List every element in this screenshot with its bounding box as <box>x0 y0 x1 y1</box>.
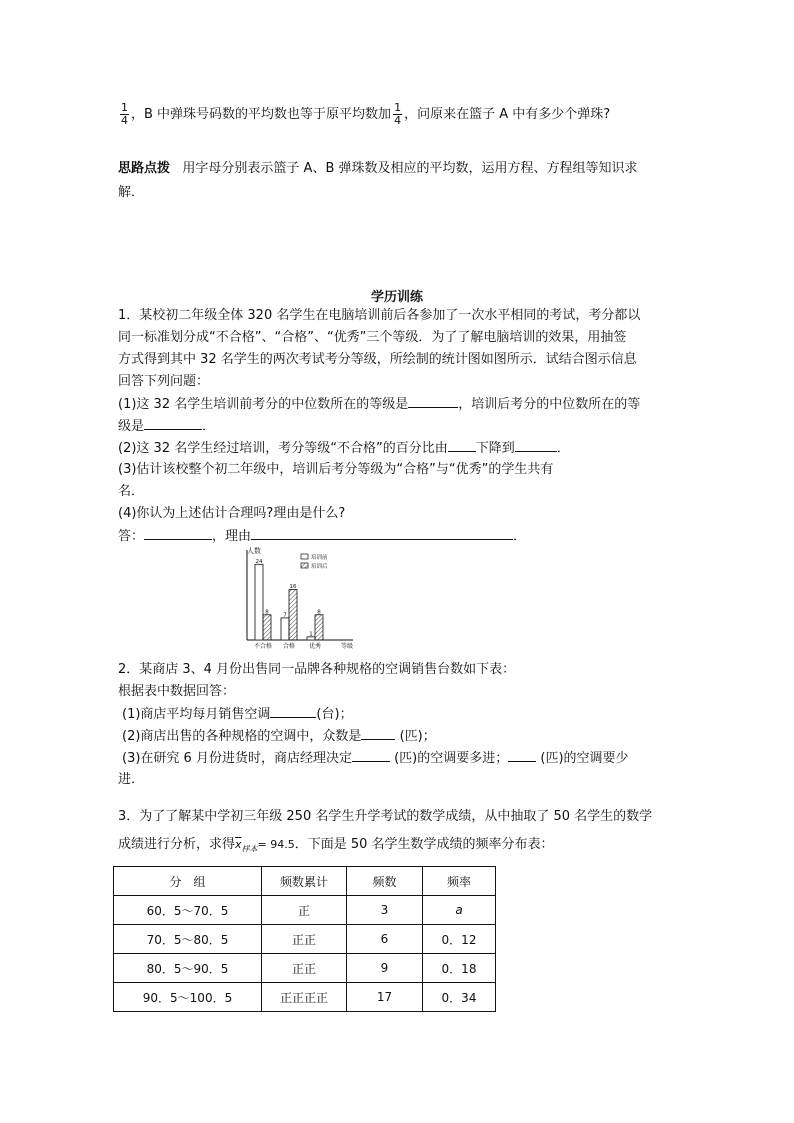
data-label: 24 <box>255 558 263 565</box>
table-row <box>114 983 496 1012</box>
data-label: 8 <box>265 609 269 616</box>
top-line-mid: ，B 中弹珠号码数的平均数也等于原平均数加 <box>131 107 392 122</box>
top-line <box>118 102 610 127</box>
table-row <box>114 896 496 925</box>
x-bar: $\overline{x}$ <box>235 838 242 851</box>
answer-blank[interactable] <box>448 439 476 452</box>
answer-blank[interactable] <box>408 395 458 408</box>
x-tick-label: 合格 <box>282 643 296 650</box>
table-header: 分 组 <box>114 867 262 896</box>
table-cell: 80．5～90．5 <box>114 954 262 983</box>
table-header: 频数 <box>347 867 423 896</box>
answer-blank[interactable] <box>361 727 395 740</box>
table-cell: 90．5～100．5 <box>114 983 262 1012</box>
fraction-one-quarter-2: $\frac{1}{4}$ <box>394 101 402 127</box>
q1-line-2: 同一标准划分成“不合格”、“合格”、“优秀”三个等级．为了了解电脑培训的效果，用抽签 <box>118 330 627 345</box>
q2-part-3: (3)在研究 6 月份进货时，商店经理决定 (匹)的空调要多进； (匹)的空调要少 <box>122 751 629 766</box>
fraction-one-quarter: $\frac{1}{4}$ <box>121 101 128 127</box>
table-cell: 17 <box>347 983 423 1012</box>
table-cell: 0．12 <box>423 925 496 954</box>
table-cell: 9 <box>347 954 423 983</box>
hint-text-1: 用字母分别表示篮子 A、B 弹珠数及相应的平均数，运用方程、方程组等知识求 <box>182 161 638 176</box>
table-header: 频数累计 <box>262 867 347 896</box>
q3-line-2: 成绩进行分析，求得$\overline{x}_{样本}= 94.5$．下面是 50 名学生数学成绩的频率分布表： <box>118 837 554 854</box>
data-label: 1 <box>309 631 313 638</box>
q1-line-3: 方式得到其中 32 名学生的两次考试考分等级，所绘制的统计图如图所示．试结合图示信息 <box>118 352 637 367</box>
q1-part-3-cont: 名． <box>118 484 145 499</box>
table-header: 频率 <box>423 867 496 896</box>
q2-part-2: (2)商店出售的各种规格的空调中，众数是 (匹)； <box>122 729 436 744</box>
answer-blank[interactable] <box>270 705 316 718</box>
answer-blank[interactable] <box>515 439 557 452</box>
table-cell: 60．5～70．5 <box>114 896 262 925</box>
q1-part-3: (3)估计该校整个初二年级中，培训后考分等级为“合格”与“优秀”的学生共有 <box>118 462 554 477</box>
q3-line-1: 3．为了了解某中学初三年级 250 名学生升学考试的数学成绩，从中抽取了 50 名学生的数学 <box>118 809 653 824</box>
hint-line-2: 解． <box>118 185 145 200</box>
data-label: 16 <box>289 584 297 591</box>
table-cell: 0．34 <box>423 983 496 1012</box>
x-bar-subscript: 样本 <box>241 844 258 854</box>
x-axis-label: 等级 <box>340 643 354 650</box>
bar-before <box>255 564 263 640</box>
y-axis-label: 人数 <box>247 547 261 555</box>
table-cell: 6 <box>347 925 423 954</box>
table-cell: 正 <box>262 896 347 925</box>
q1-line-4: 回答下列问题： <box>118 374 210 389</box>
q1-part-2: (2)这 32 名学生经过培训，考分等级“不合格”的百分比由 下降到 ． <box>118 441 570 456</box>
data-label: 7 <box>283 612 287 619</box>
table-cell: 正正正正 <box>262 983 347 1012</box>
bar-after <box>315 615 323 640</box>
table-row <box>114 925 496 954</box>
legend-swatch <box>301 563 308 568</box>
table-row <box>114 954 496 983</box>
q2-part-3-cont: 进． <box>118 772 145 787</box>
data-label: 8 <box>317 609 321 616</box>
bar-before <box>281 618 289 640</box>
table-cell: a <box>423 896 496 925</box>
answer-blank[interactable] <box>508 749 536 762</box>
x-tick-label: 优秀 <box>308 643 322 650</box>
q1-part-1: (1)这 32 名学生培训前考分的中位数所在的等级是 ，培训后考分的中位数所在的等 <box>118 397 641 412</box>
hint-line-1 <box>118 160 638 178</box>
answer-blank[interactable] <box>144 527 212 540</box>
answer-blank[interactable] <box>251 527 513 540</box>
q1-answer: 答： ，理由 ． <box>118 529 527 544</box>
table-cell: 70．5～80．5 <box>114 925 262 954</box>
frequency-table <box>113 866 496 1012</box>
legend-label: 培训后 <box>311 564 328 570</box>
q1-line-1: 1．某校初二年级全体 320 名学生在电脑培训前后各参加了一次水平相同的考试，考分都以 <box>118 308 641 323</box>
q1-part-4: (4)你认为上述估计合理吗?理由是什么? <box>118 506 346 521</box>
legend-label: 培训前 <box>311 555 328 561</box>
hint-label: 思路点拨 <box>118 161 171 176</box>
bar-after <box>289 590 297 640</box>
table-cell: 正正 <box>262 954 347 983</box>
q2-line-1: 2．某商店 3、4 月份出售同一品牌各种规格的空调销售台数如下表： <box>118 662 516 677</box>
q2-part-1: (1)商店平均每月销售空调 (台)； <box>122 707 353 722</box>
section-title: 学历训练 <box>370 290 423 305</box>
top-line-end: ，问原来在篮子 A 中有多少个弹珠? <box>404 107 611 122</box>
q1-part-1-cont: 级是 ． <box>118 419 216 434</box>
legend-swatch <box>301 554 308 559</box>
table-cell: 正正 <box>262 925 347 954</box>
x-tick-label: 不合格 <box>253 643 273 650</box>
bar-chart <box>235 544 365 652</box>
table-header-row <box>114 867 496 896</box>
bar-after <box>263 615 271 640</box>
x-bar-value: = 94.5 <box>257 838 295 851</box>
q2-line-2: 根据表中数据回答： <box>118 684 236 699</box>
answer-blank[interactable] <box>144 417 202 430</box>
table-cell: 0．18 <box>423 954 496 983</box>
answer-blank[interactable] <box>352 749 390 762</box>
table-cell: 3 <box>347 896 423 925</box>
